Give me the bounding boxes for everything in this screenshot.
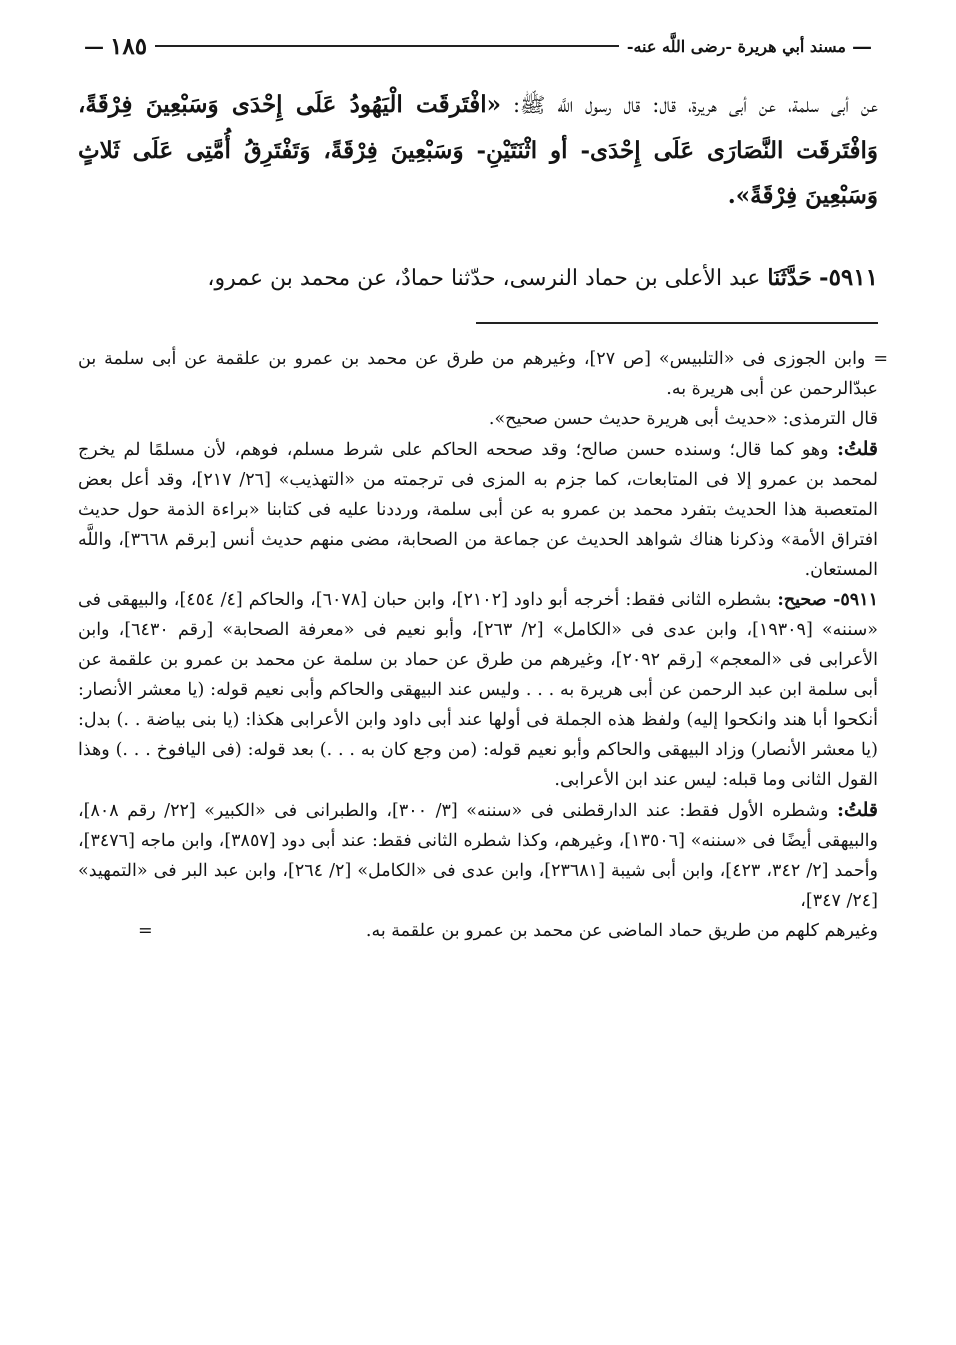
hadith-number: ٥٩١١- bbox=[819, 264, 878, 291]
footnote-continuation: = وابن الجوزى فى «التلبيس» [ص ٢٧]، وغيرهم من طرق عن محمد بن عمرو بن علقمة عن أبى سلمة بن عبدّالرحمن عن أبى هريرة به. bbox=[78, 349, 888, 399]
footnote-tirmidhi: قال الترمذى: «حديث أبى هريرة حديث حسن صحيح». bbox=[488, 409, 878, 429]
header-rule bbox=[155, 45, 619, 47]
header-dash-left: — bbox=[84, 34, 104, 58]
footnote-5911: ٥٩١١- صحيح: بشطره الثانى فقط: أخرجه أبو داود [٢١٠٢]، وابن حبان [٦٠٧٨]، والحاكم [٤/ ٤٥٤]، والبيهقى فى «سننه» [١٩٣٠٩]، وابن عدى فى «الكامل» [٢/ ٢٦٣]، وأبو نعيم فى «معرفة الصحابة» [رقم ٦٤٣٠]، وابن الأعرابى فى «المعجم» [رقم ٢٠٩٢]، وغيرهم من طرق عن حماد بن سلمة عن محمد بن عمرو بن علقمة عن أبى سلمة ابن عبد الرحمن عن أبى هريرة به . . . وليس عند البيهقى والحاكم وأبى نعيم قوله: (يا معشر الأنصار: أنكحوا أبا هند وانكحوا إليه) ولفظ هذه الجملة فى أولها عند أبى داود وابن الأعرابى هكذا: (يا بنى بياضة . .) بدل: (يا معشر الأنصار) وزاد البيهقى والحاكم وأبو نعيم قوله: (من وجع كان به . . .) بعد قوله: (فى اليافوخ . . .) وهذا القول الثانى وما قبله: ليس عند ابن الأعرابى. bbox=[78, 590, 878, 790]
page-header bbox=[78, 28, 878, 64]
hadith-isnad: عن أبى سلمة، عن أبى هريرة، قال: قال رسول اللَّه ﷺ: bbox=[501, 93, 878, 117]
footnotes bbox=[78, 344, 888, 946]
footnote-last-line: وغيرهم كلهم من طريق حماد الماضى عن محمد بن عمرو بن علقمة به. = bbox=[78, 916, 878, 946]
footnote-qultu-1: قلتُ: وهو كما قال؛ وسنده حسن صالح؛ وقد صححه الحاكم على شرط مسلم، فوهم، لأن مسلمًا لم يخرج لمحمد بن عمرو إلا فى المتابعات، كما جزم به المزى فى ترجمته من «التهذيب» [٢٦/ ٢١٧]، وقد أعل بعض المتعصبة هذا الحديث بتفرد محمد بن عمرو به عن أبى سلمة، ورددنا عليه فى كتابنا «براءة الذمة حول حديث افتراق الأمة» وذكرنا هناك شواهد الحديث عن جماعة من الصحابة، مضى منهم حديث أنس [برقم ٣٦٦٨]، واللَّه المستعان. bbox=[78, 438, 879, 580]
qultu-label: قلتُ: bbox=[836, 438, 878, 460]
hadith-verb: حَدَّثَنَا bbox=[767, 265, 813, 291]
header-dash-right: — bbox=[852, 34, 872, 58]
continuation-marker: = bbox=[873, 349, 888, 369]
hadith-matn: «افْتَرقَت الْيَهُودُ عَلَى إِحْدَى وَسَبْعِينَ فِرْقَةً، وَافْتَرقَت النَّصَارَى عَلَى إِحْدَى- أو اثْنَتَيْنِ- وَسَبْعِينَ فِرْقَةً، وَتَفْتَرِقُ أُمَّتِى عَلَى ثَلاثٍ وَسَبْعِينَ فِرْقَةً». bbox=[78, 91, 878, 209]
footnote-5911-label: ٥٩١١- صحيح: bbox=[777, 590, 878, 610]
footnote-divider bbox=[476, 322, 878, 324]
page-number: ١٨٥ bbox=[110, 32, 148, 60]
hadith-5911-start bbox=[78, 258, 878, 299]
qultu-label-2: قلتُ: bbox=[836, 799, 878, 821]
hadith-text bbox=[78, 82, 878, 218]
hadith-isnad-5911: عبد الأعلى بن حماد النرسى، حدّثنا حمادٌ، عن محمد بن عمرو، bbox=[207, 266, 761, 291]
end-marker: = bbox=[138, 921, 153, 941]
running-title: مسند أبي هريرة -رضى اللَّه عنه- bbox=[626, 36, 846, 56]
footnote-qultu-2: قلتُ: وشطره الأول فقط: عند الدارقطنى فى «سننه» [٣/ ٣٠٠]، والطبرانى فى «الكبير» [٢٢/ رقم ٨٠٨]، والبيهقى أيضًا فى «سننه» [١٣٥٠٦]، وغيرهم، وكذا شطره الثانى فقط: عند أبى دود [٣٨٥٧]، وابن ماجه [٣٤٧٦]، وأحمد [٢/ ٣٤٢، ٤٢٣]، وابن أبى شيبة [٢٣٦٨١]، وابن عدى فى «الكامل» [٢/ ٢٦٤]، وابن عبد البر فى «التمهيد» [٢٤/ ٣٤٧]، bbox=[78, 799, 878, 911]
